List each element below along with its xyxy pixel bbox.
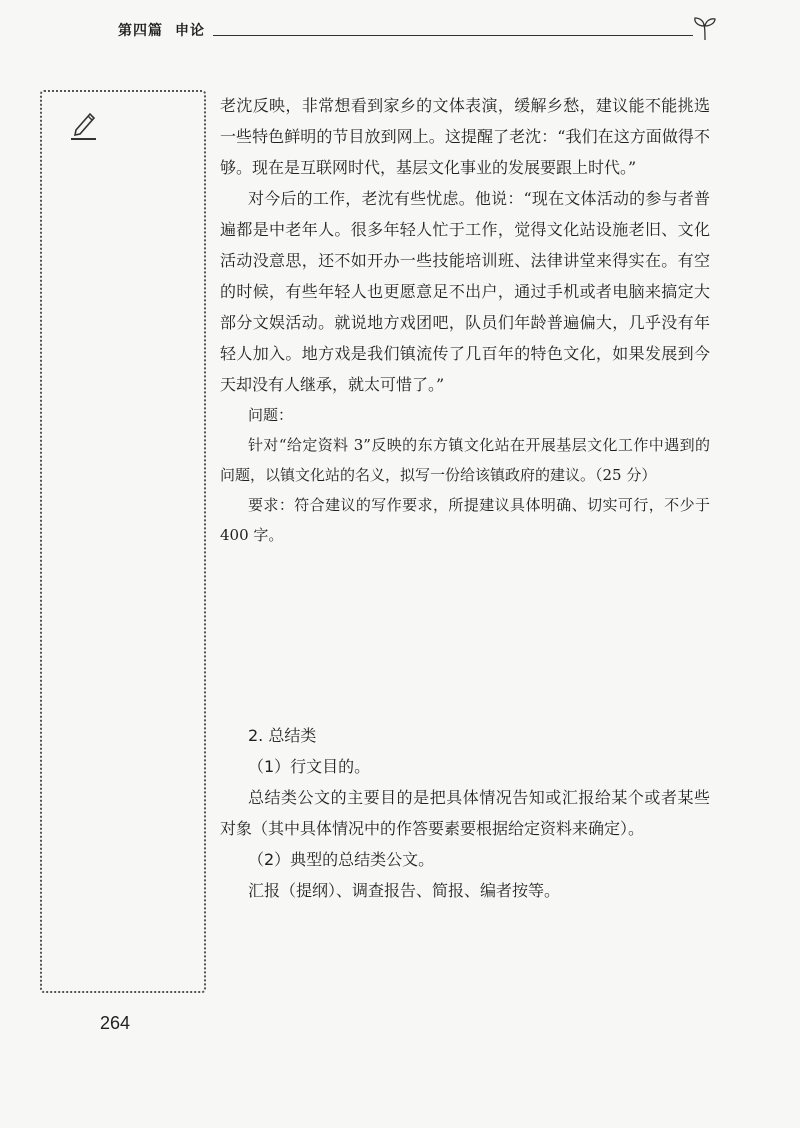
material-paragraph-2: 对今后的工作，老沈有些忧虑。他说：“现在文体活动的参与者普遍都是中老年人。很多年轻人忙于工作，觉得文化站设施老旧、文化活动没意思，还不如开办一些技能培训班、法律讲堂来得实在。有空的时候，有些年轻人也更愿意足不出户，通过手机或者电脑来搞定大部分文娱活动。就说地方戏团吧，队员们年龄普遍偏大，几乎没有年轻人加入。地方戏是我们镇流传了几百年的特色文化，如果发展到今天却没有人继承，就太可惜了。” bbox=[220, 189, 710, 394]
section-item-1: （1）行文目的。 bbox=[248, 757, 371, 776]
page-number: 264 bbox=[100, 1013, 131, 1033]
sprout-icon bbox=[690, 14, 720, 44]
pencil-icon bbox=[68, 108, 102, 142]
material-content bbox=[220, 90, 710, 550]
page-header bbox=[118, 18, 718, 48]
section-item-2: （2）典型的总结类公文。 bbox=[248, 850, 435, 869]
question-label: 问题： bbox=[248, 406, 294, 424]
subject-label: 申论 bbox=[175, 23, 205, 39]
chapter-label: 第四篇 bbox=[118, 23, 163, 39]
summary-section bbox=[220, 720, 710, 906]
chapter-title bbox=[118, 20, 205, 40]
question-requirement: 要求：符合建议的写作要求，所提建议具体明确、切实可行，不少于 400 字。 bbox=[220, 496, 710, 544]
question-text: 针对“给定资料 3”反映的东方镇文化站在开展基层文化工作中遇到的问题，以镇文化站的名义，拟写一份给该镇政府的建议。（25 分） bbox=[220, 436, 710, 484]
notes-margin-box bbox=[40, 90, 206, 993]
material-paragraph-1: 老沈反映，非常想看到家乡的文体表演，缓解乡愁，建议能不能挑选一些特色鲜明的节目放到网上。这提醒了老沈：“我们在这方面做得不够。现在是互联网时代，基层文化事业的发展要跟上时代。” bbox=[220, 96, 710, 177]
header-rule bbox=[213, 35, 693, 36]
section-heading: 2. 总结类 bbox=[248, 726, 317, 745]
section-text-1: 总结类公文的主要目的是把具体情况告知或汇报给某个或者某些对象（其中具体情况中的作答要素要根据给定资料来确定）。 bbox=[220, 788, 710, 838]
section-text-2: 汇报（提纲）、调查报告、简报、编者按等。 bbox=[248, 881, 561, 900]
